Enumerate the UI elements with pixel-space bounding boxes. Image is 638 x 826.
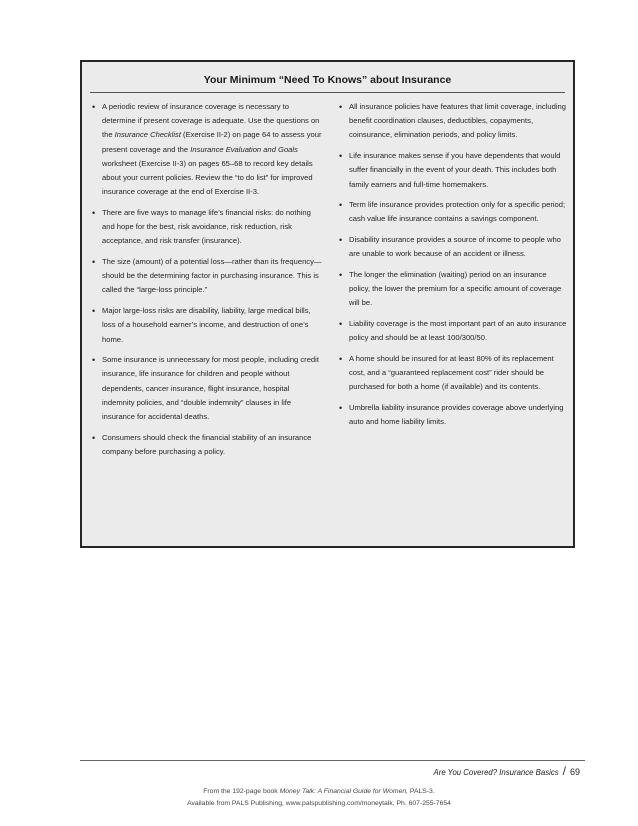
bullet-item-term — [339, 198, 569, 226]
bullet-text: A home should be insured for at least 80% of its replacement cost, and a “guaranteed replacement cost” rider should be purchased for both a home (if available) and its contents. — [349, 354, 554, 392]
italic-reference: Insurance Evaluation and Goals — [190, 144, 298, 154]
publication-credit — [0, 786, 638, 810]
bullet-icon: • — [339, 102, 343, 112]
bullet-icon: • — [92, 257, 96, 268]
bullet-text: Liability coverage is the most important part of an auto insurance policy and should be at least 100/300/50. — [349, 319, 567, 343]
bullet-icon: • — [339, 403, 343, 414]
bullet-item-liability — [339, 317, 569, 345]
bullet-icon: • — [92, 102, 96, 112]
bullet-text: Term life insurance provides protection only for a specific period; cash value life insurance contains a savings component. — [349, 200, 566, 224]
need-to-knows-box — [80, 60, 575, 548]
title-divider — [90, 92, 565, 93]
bullet-text: Disability insurance provides a source of income to people who are unable to work because of an accident or illness. — [349, 235, 561, 259]
bullet-text: The longer the elimination (waiting) period on an insurance policy, the lower the premium for a specific amount of coverage will be. — [349, 270, 562, 308]
credit-line-1: From the 192-page book Money Talk: A Financial Guide for Women, PALS-3. — [203, 788, 435, 795]
bullet-icon: • — [92, 432, 96, 443]
page-number: 69 — [569, 767, 580, 777]
left-bullet-list — [92, 100, 324, 466]
bullet-icon: • — [339, 151, 343, 162]
bullet-item-disability — [339, 233, 569, 261]
bullet-icon: • — [92, 207, 96, 218]
bullet-text: Life insurance makes sense if you have dependents that would suffer financially in the event of your death. This includes both family earners and full-time homemakers. — [349, 151, 561, 189]
running-footer — [434, 764, 580, 778]
bullet-text: All insurance policies have features that limit coverage, including benefit coordination clauses, deductibles, copayments, coinsurance, elimination periods, and policy limits. — [349, 102, 566, 140]
bullet-icon: • — [339, 270, 343, 281]
bullet-item-umbrella — [339, 401, 569, 429]
bullet-text: There are five ways to manage life’s financial risks: do nothing and hope for the best, risk avoidance, risk reduction, risk acceptance, and risk transfer (insurance). — [102, 207, 311, 246]
credit-line-2: Available from PALS Publishing, www.palspublishing.com/moneytalk, Ph. 607-255-7654 — [187, 800, 451, 807]
bullet-text: A periodic review of insurance coverage is necessary to determine if present coverage is adequate. Use the questions on the — [102, 102, 320, 140]
bullet-text: (Exercise II-2) on page 64 to assess your present coverage and the — [102, 130, 322, 154]
bullet-item-limits — [339, 100, 569, 143]
footer-divider — [80, 760, 585, 761]
bullet-icon: • — [92, 355, 96, 366]
bullet-icon: • — [339, 319, 343, 330]
bullet-icon: • — [339, 200, 343, 211]
bullet-item-major-risks — [92, 304, 324, 347]
bullet-icon: • — [92, 306, 96, 317]
bullet-text: Umbrella liability insurance provides coverage above underlying auto and home liability limits. — [349, 403, 564, 427]
bullet-item-home — [339, 352, 569, 395]
bullet-text: Some insurance is unnecessary for most people, including credit insurance, life insurance for children and people without dependents, cancer insurance, flight insurance, hospital indemnity policies, and “double indemnity” clauses in life insurance for accidental deaths. — [102, 355, 319, 422]
bullet-text: Major large-loss risks are disability, liability, large medical bills, loss of a household earner’s income, and destruction of one’s home. — [102, 306, 311, 344]
bullet-item-five-ways — [92, 206, 324, 249]
section-title: Are You Covered? Insurance Basics — [433, 768, 559, 777]
bullet-item-life — [339, 149, 569, 192]
bullet-icon: • — [339, 354, 343, 365]
italic-reference: Insurance Checklist — [114, 130, 181, 140]
bullet-text: worksheet (Exercise II-3) on pages 65–68 to record key details about your current policies. Review the “to do list” for improved insurance coverage at the end of Exercise II-3. — [102, 158, 313, 197]
right-bullet-list — [339, 100, 569, 436]
bullet-item-review — [92, 100, 324, 199]
bullet-item-elimination — [339, 268, 569, 311]
box-title: Your Minimum “Need To Knows” about Insurance — [203, 74, 452, 86]
bullet-item-unnecessary — [92, 353, 324, 424]
bullet-text: Consumers should check the financial stability of an insurance company before purchasing a policy. — [102, 432, 312, 456]
bullet-item-large-loss — [92, 255, 324, 298]
bullet-text: The size (amount) of a potential loss—rather than its frequency—should be the determining factor in purchasing insurance. This is called the “large-loss principle.” — [102, 257, 322, 295]
bullet-icon: • — [339, 235, 343, 246]
footer-separator: / — [562, 764, 566, 778]
book-title: Money Talk: A Financial Guide for Women, — [279, 788, 409, 795]
bullet-item-stability — [92, 431, 324, 459]
